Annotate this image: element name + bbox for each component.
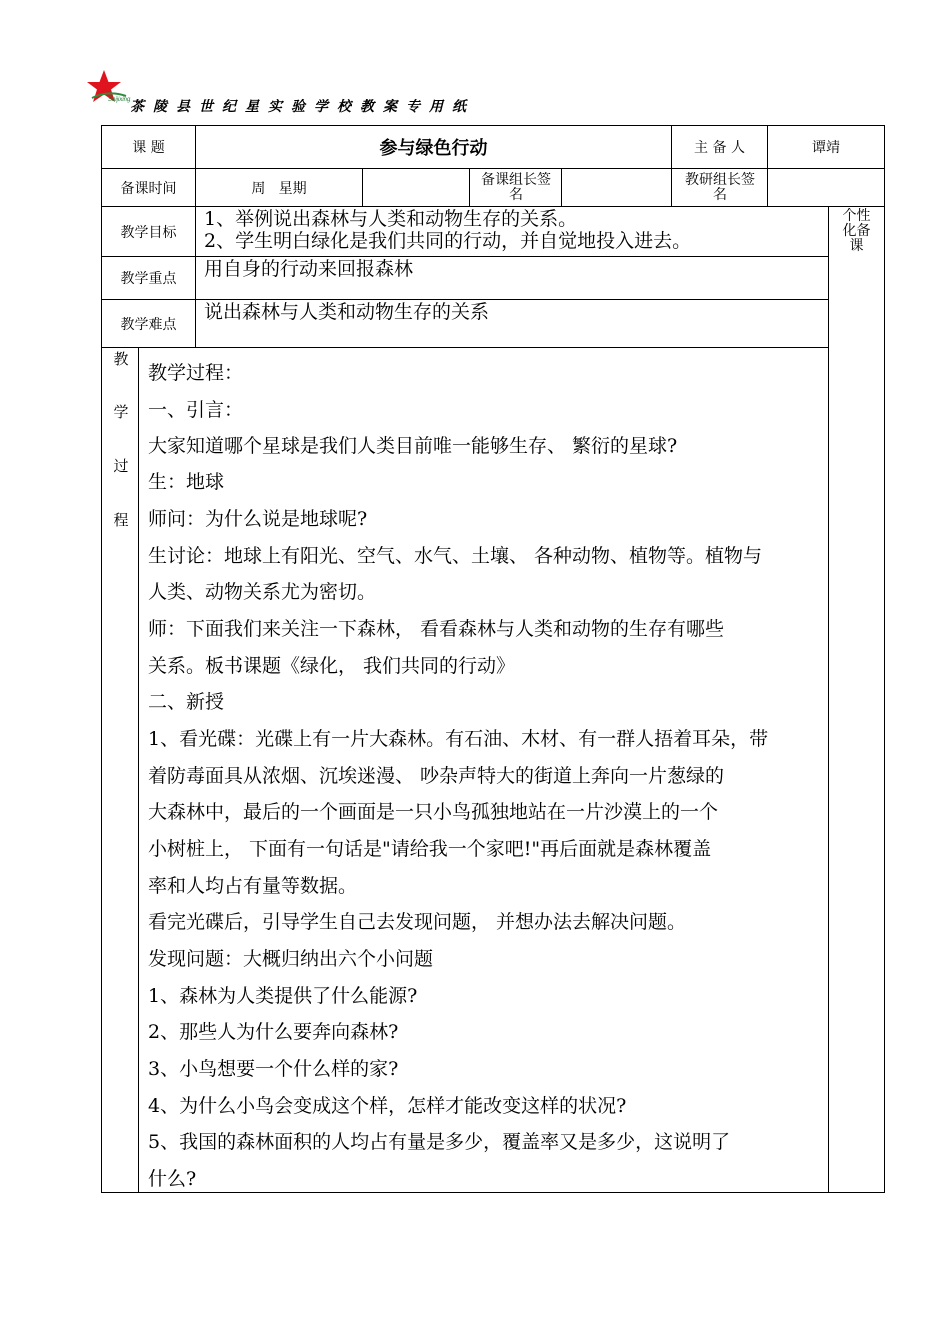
- process-line: 发现问题：大概归纳出六个小问题: [148, 948, 434, 970]
- process-line: 师：下面我们来关注一下森林， 看看森林与人类和动物的生存有哪些: [148, 618, 725, 640]
- process-line: 教学过程：: [148, 362, 244, 384]
- research-leader-sign-label: 教研组长签名: [685, 171, 755, 203]
- process-label-char: 程: [113, 511, 129, 529]
- process-line: 5、我国的森林面积的人均占有量是多少，覆盖率又是多少，这说明了: [148, 1131, 731, 1153]
- logo-text: Shijixing: [108, 97, 131, 103]
- key-point-label: 教学重点: [120, 271, 177, 287]
- personal-prep-label: 个性化备课: [842, 208, 871, 254]
- difficulty-label: 教学难点: [120, 316, 177, 333]
- process-line: 着防毒面具从浓烟、沉埃迷漫、 吵杂声特大的街道上奔向一片葱绿的: [148, 765, 725, 787]
- process-line: 生：地球: [148, 471, 225, 493]
- process-line: 师问：为什么说是地球呢?: [148, 508, 368, 530]
- process-line: 小树桩上， 下面有一句话是"请给我一个家吧!"再后面就是森林覆盖: [148, 838, 712, 860]
- school-name: 茶陵县世纪星实验学校教案专用纸: [130, 99, 475, 115]
- process-line: 什么?: [148, 1168, 197, 1190]
- topic-label: 课 题: [132, 140, 165, 156]
- difficulty-text: 说出森林与人类和动物生存的关系: [204, 301, 490, 323]
- process-line: 大森林中，最后的一个画面是一只小鸟孤独地站在一片沙漠上的一个: [148, 801, 719, 823]
- preparer-label: 主 备 人: [694, 140, 745, 156]
- process-line: 3、小鸟想要一个什么样的家?: [148, 1058, 399, 1080]
- process-label-char: 过: [113, 457, 129, 475]
- process-line: 1、森林为人类提供了什么能源?: [148, 985, 418, 1007]
- process-line: 2、那些人为什么要奔向森林?: [148, 1021, 399, 1043]
- process-label-char: 学: [113, 403, 129, 421]
- goal-line-1: 1、举例说出森林与人类和动物生存的关系。: [204, 208, 578, 230]
- group-leader-sign-label: 备课组长签名: [481, 171, 551, 203]
- process-label-char: 教: [113, 350, 129, 368]
- topic-value: 参与绿色行动: [379, 138, 488, 159]
- preparer-value: 谭靖: [812, 140, 840, 156]
- goal-line-2: 2、学生明白绿化是我们共同的行动，并自觉地投入进去。: [204, 230, 692, 252]
- prep-time-label: 备课时间: [120, 180, 177, 197]
- process-line: 1、看光碟：光碟上有一片大森林。有石油、木材、有一群人捂着耳朵，带: [148, 728, 769, 750]
- process-line: 二、新授: [148, 691, 225, 713]
- process-line: 生讨论：地球上有阳光、空气、水气、土壤、 各种动物、植物等。植物与: [148, 545, 763, 567]
- goals-label: 教学目标: [120, 224, 177, 241]
- process-line: 大家知道哪个星球是我们人类目前唯一能够生存、 繁衍的星球?: [148, 435, 678, 457]
- key-point-text: 用自身的行动来回报森林: [204, 258, 414, 280]
- process-line: 率和人均占有量等数据。: [148, 875, 358, 897]
- process-line: 人类、动物关系尤为密切。: [148, 581, 377, 603]
- process-line: 关系。板书课题《绿化， 我们共同的行动》: [148, 655, 516, 677]
- prep-time-value: 周 星期: [251, 180, 307, 197]
- process-line: 4、为什么小鸟会变成这个样，怎样才能改变这样的状况?: [148, 1095, 627, 1117]
- process-line: 一、引言：: [148, 399, 244, 421]
- process-line: 看完光碟后，引导学生自己去发现问题， 并想办法去解决问题。: [148, 911, 687, 933]
